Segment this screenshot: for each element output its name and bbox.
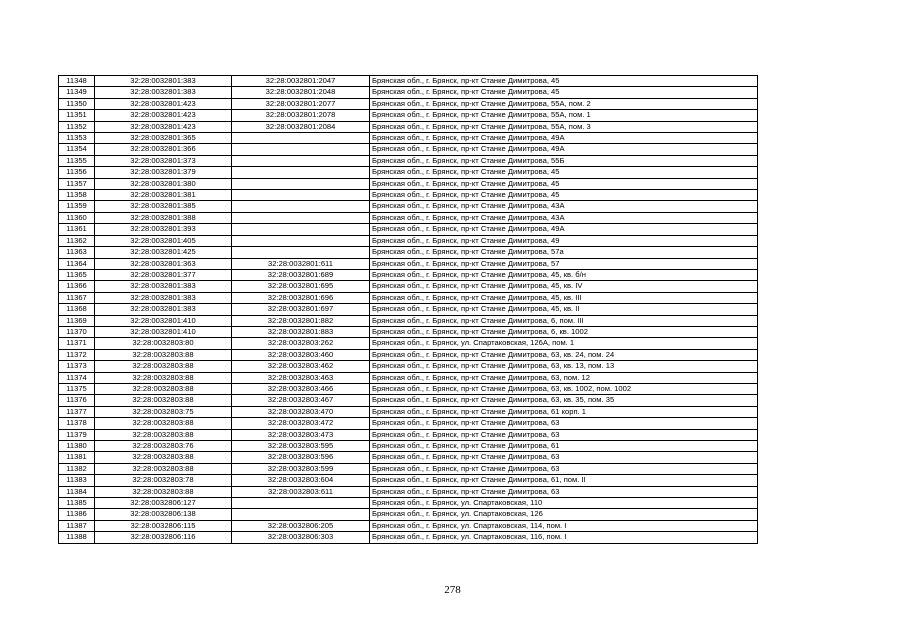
address-cell: Брянская обл., г. Брянск, пр-кт Станке Димитрова, 45, кв. III bbox=[370, 292, 758, 303]
row-number-cell: 11381 bbox=[59, 452, 95, 463]
cadastral-number-cell: 32:28:0032803:75 bbox=[95, 406, 232, 417]
address-cell: Брянская обл., г. Брянск, пр-кт Станке Димитрова, 45 bbox=[370, 178, 758, 189]
address-cell: Брянская обл., г. Брянск, пр-кт Станке Димитрова, 6, пом. III bbox=[370, 315, 758, 326]
row-number-cell: 11382 bbox=[59, 463, 95, 474]
table-row bbox=[59, 258, 758, 269]
row-number-cell: 11358 bbox=[59, 190, 95, 201]
cadastral-number-cell: 32:28:0032803:88 bbox=[95, 372, 232, 383]
building-number-cell: 32:28:0032801:2084 bbox=[232, 121, 370, 132]
row-number-cell: 11355 bbox=[59, 155, 95, 166]
building-number-cell: 32:28:0032801:696 bbox=[232, 292, 370, 303]
cadastral-number-cell: 32:28:0032801:423 bbox=[95, 121, 232, 132]
table-row bbox=[59, 475, 758, 486]
address-cell: Брянская обл., г. Брянск, пр-кт Станке Димитрова, 63, кв. 24, пом. 24 bbox=[370, 349, 758, 360]
building-number-cell: 32:28:0032803:462 bbox=[232, 361, 370, 372]
building-number-cell: 32:28:0032801:2077 bbox=[232, 98, 370, 109]
row-number-cell: 11371 bbox=[59, 338, 95, 349]
cadastral-number-cell: 32:28:0032806:138 bbox=[95, 509, 232, 520]
table-row bbox=[59, 406, 758, 417]
address-cell: Брянская обл., г. Брянск, ул. Спартаковская, 116, пом. I bbox=[370, 532, 758, 543]
cadastral-number-cell: 32:28:0032803:76 bbox=[95, 441, 232, 452]
address-cell: Брянская обл., г. Брянск, пр-кт Станке Димитрова, 45 bbox=[370, 76, 758, 87]
cadastral-number-cell: 32:28:0032801:410 bbox=[95, 315, 232, 326]
table-row bbox=[59, 247, 758, 258]
building-number-cell: 32:28:0032801:611 bbox=[232, 258, 370, 269]
building-number-cell bbox=[232, 235, 370, 246]
address-cell: Брянская обл., г. Брянск, пр-кт Станке Димитрова, 61 bbox=[370, 441, 758, 452]
table-row bbox=[59, 509, 758, 520]
address-cell: Брянская обл., г. Брянск, пр-кт Станке Димитрова, 43А bbox=[370, 201, 758, 212]
table-row bbox=[59, 167, 758, 178]
table-row bbox=[59, 418, 758, 429]
row-number-cell: 11351 bbox=[59, 110, 95, 121]
address-cell: Брянская обл., г. Брянск, пр-кт Станке Димитрова, 45 bbox=[370, 167, 758, 178]
table-row bbox=[59, 235, 758, 246]
table-row bbox=[59, 292, 758, 303]
row-number-cell: 11354 bbox=[59, 144, 95, 155]
cadastral-number-cell: 32:28:0032801:423 bbox=[95, 98, 232, 109]
building-number-cell: 32:28:0032803:262 bbox=[232, 338, 370, 349]
building-number-cell: 32:28:0032803:473 bbox=[232, 429, 370, 440]
address-cell: Брянская обл., г. Брянск, ул. Спартаковская, 110 bbox=[370, 498, 758, 509]
address-cell: Брянская обл., г. Брянск, пр-кт Станке Димитрова, 55А, пом. 1 bbox=[370, 110, 758, 121]
table-row bbox=[59, 87, 758, 98]
cadastral-number-cell: 32:28:0032801:366 bbox=[95, 144, 232, 155]
building-number-cell: 32:28:0032803:463 bbox=[232, 372, 370, 383]
building-number-cell: 32:28:0032803:599 bbox=[232, 463, 370, 474]
row-number-cell: 11383 bbox=[59, 475, 95, 486]
cadastral-number-cell: 32:28:0032801:383 bbox=[95, 87, 232, 98]
address-cell: Брянская обл., г. Брянск, пр-кт Станке Димитрова, 63, пом. 12 bbox=[370, 372, 758, 383]
cadastral-number-cell: 32:28:0032803:88 bbox=[95, 418, 232, 429]
row-number-cell: 11377 bbox=[59, 406, 95, 417]
table-row bbox=[59, 224, 758, 235]
building-number-cell: 32:28:0032801:697 bbox=[232, 304, 370, 315]
address-cell: Брянская обл., г. Брянск, ул. Спартаковская, 114, пом. I bbox=[370, 520, 758, 531]
building-number-cell: 32:28:0032806:205 bbox=[232, 520, 370, 531]
row-number-cell: 11387 bbox=[59, 520, 95, 531]
cadastral-number-cell: 32:28:0032801:377 bbox=[95, 269, 232, 280]
table-row bbox=[59, 144, 758, 155]
row-number-cell: 11385 bbox=[59, 498, 95, 509]
cadastral-number-cell: 32:28:0032801:373 bbox=[95, 155, 232, 166]
address-cell: Брянская обл., г. Брянск, пр-кт Станке Димитрова, 63, кв. 13, пом. 13 bbox=[370, 361, 758, 372]
building-number-cell bbox=[232, 167, 370, 178]
address-cell: Брянская обл., г. Брянск, пр-кт Станке Димитрова, 61 корп. 1 bbox=[370, 406, 758, 417]
row-number-cell: 11380 bbox=[59, 441, 95, 452]
table-row bbox=[59, 486, 758, 497]
registry-table bbox=[58, 75, 758, 544]
building-number-cell: 32:28:0032803:595 bbox=[232, 441, 370, 452]
row-number-cell: 11363 bbox=[59, 247, 95, 258]
row-number-cell: 11368 bbox=[59, 304, 95, 315]
table-row bbox=[59, 315, 758, 326]
cadastral-number-cell: 32:28:0032801:393 bbox=[95, 224, 232, 235]
building-number-cell: 32:28:0032803:466 bbox=[232, 383, 370, 394]
building-number-cell bbox=[232, 178, 370, 189]
cadastral-number-cell: 32:28:0032801:405 bbox=[95, 235, 232, 246]
table-row bbox=[59, 498, 758, 509]
address-cell: Брянская обл., г. Брянск, пр-кт Станке Димитрова, 43А bbox=[370, 212, 758, 223]
cadastral-number-cell: 32:28:0032803:88 bbox=[95, 349, 232, 360]
building-number-cell: 32:28:0032803:604 bbox=[232, 475, 370, 486]
building-number-cell bbox=[232, 212, 370, 223]
cadastral-number-cell: 32:28:0032803:88 bbox=[95, 452, 232, 463]
row-number-cell: 11365 bbox=[59, 269, 95, 280]
row-number-cell: 11364 bbox=[59, 258, 95, 269]
cadastral-number-cell: 32:28:0032801:383 bbox=[95, 281, 232, 292]
cadastral-number-cell: 32:28:0032801:383 bbox=[95, 304, 232, 315]
table-row bbox=[59, 281, 758, 292]
address-cell: Брянская обл., г. Брянск, пр-кт Станке Димитрова, 49А bbox=[370, 144, 758, 155]
building-number-cell: 32:28:0032801:689 bbox=[232, 269, 370, 280]
address-cell: Брянская обл., г. Брянск, пр-кт Станке Димитрова, 63 bbox=[370, 463, 758, 474]
row-number-cell: 11386 bbox=[59, 509, 95, 520]
building-number-cell: 32:28:0032801:2078 bbox=[232, 110, 370, 121]
table-row bbox=[59, 338, 758, 349]
building-number-cell: 32:28:0032801:883 bbox=[232, 326, 370, 337]
building-number-cell: 32:28:0032803:470 bbox=[232, 406, 370, 417]
row-number-cell: 11362 bbox=[59, 235, 95, 246]
table-row bbox=[59, 155, 758, 166]
cadastral-number-cell: 32:28:0032803:88 bbox=[95, 429, 232, 440]
address-cell: Брянская обл., г. Брянск, пр-кт Станке Димитрова, 49А bbox=[370, 133, 758, 144]
table-row bbox=[59, 304, 758, 315]
cadastral-number-cell: 32:28:0032801:381 bbox=[95, 190, 232, 201]
row-number-cell: 11388 bbox=[59, 532, 95, 543]
address-cell: Брянская обл., г. Брянск, пр-кт Станке Димитрова, 63 bbox=[370, 452, 758, 463]
address-cell: Брянская обл., г. Брянск, пр-кт Станке Димитрова, 63 bbox=[370, 429, 758, 440]
table-row bbox=[59, 269, 758, 280]
address-cell: Брянская обл., г. Брянск, пр-кт Станке Димитрова, 55А, пом. 3 bbox=[370, 121, 758, 132]
table-row bbox=[59, 133, 758, 144]
cadastral-number-cell: 32:28:0032801:383 bbox=[95, 76, 232, 87]
address-cell: Брянская обл., г. Брянск, пр-кт Станке Димитрова, 45, кв. II bbox=[370, 304, 758, 315]
building-number-cell bbox=[232, 144, 370, 155]
building-number-cell bbox=[232, 201, 370, 212]
cadastral-number-cell: 32:28:0032803:88 bbox=[95, 463, 232, 474]
cadastral-number-cell: 32:28:0032801:383 bbox=[95, 292, 232, 303]
address-cell: Брянская обл., г. Брянск, пр-кт Станке Димитрова, 57 bbox=[370, 258, 758, 269]
row-number-cell: 11356 bbox=[59, 167, 95, 178]
building-number-cell: 32:28:0032803:467 bbox=[232, 395, 370, 406]
row-number-cell: 11360 bbox=[59, 212, 95, 223]
cadastral-number-cell: 32:28:0032801:425 bbox=[95, 247, 232, 258]
table-row bbox=[59, 383, 758, 394]
building-number-cell: 32:28:0032801:2048 bbox=[232, 87, 370, 98]
address-cell: Брянская обл., г. Брянск, пр-кт Станке Димитрова, 63, кв. 35, пом. 35 bbox=[370, 395, 758, 406]
cadastral-number-cell: 32:28:0032803:88 bbox=[95, 395, 232, 406]
cadastral-number-cell: 32:28:0032806:127 bbox=[95, 498, 232, 509]
cadastral-number-cell: 32:28:0032801:363 bbox=[95, 258, 232, 269]
table-row bbox=[59, 121, 758, 132]
building-number-cell bbox=[232, 190, 370, 201]
building-number-cell: 32:28:0032801:882 bbox=[232, 315, 370, 326]
cadastral-number-cell: 32:28:0032803:88 bbox=[95, 361, 232, 372]
cadastral-number-cell: 32:28:0032801:423 bbox=[95, 110, 232, 121]
address-cell: Брянская обл., г. Брянск, пр-кт Станке Димитрова, 55А, пом. 2 bbox=[370, 98, 758, 109]
row-number-cell: 11352 bbox=[59, 121, 95, 132]
address-cell: Брянская обл., г. Брянск, пр-кт Станке Димитрова, 45 bbox=[370, 87, 758, 98]
address-cell: Брянская обл., г. Брянск, ул. Спартаковская, 126 bbox=[370, 509, 758, 520]
cadastral-number-cell: 32:28:0032801:365 bbox=[95, 133, 232, 144]
row-number-cell: 11378 bbox=[59, 418, 95, 429]
table-row bbox=[59, 361, 758, 372]
registry-table-body bbox=[59, 76, 758, 544]
table-row bbox=[59, 190, 758, 201]
table-row bbox=[59, 110, 758, 121]
address-cell: Брянская обл., г. Брянск, пр-кт Станке Димитрова, 55Б bbox=[370, 155, 758, 166]
address-cell: Брянская обл., г. Брянск, пр-кт Станке Димитрова, 49А bbox=[370, 224, 758, 235]
table-row bbox=[59, 463, 758, 474]
address-cell: Брянская обл., г. Брянск, пр-кт Станке Димитрова, 57а bbox=[370, 247, 758, 258]
row-number-cell: 11373 bbox=[59, 361, 95, 372]
table-row bbox=[59, 395, 758, 406]
address-cell: Брянская обл., г. Брянск, пр-кт Станке Димитрова, 49 bbox=[370, 235, 758, 246]
cadastral-number-cell: 32:28:0032803:88 bbox=[95, 383, 232, 394]
building-number-cell: 32:28:0032801:2047 bbox=[232, 76, 370, 87]
building-number-cell bbox=[232, 498, 370, 509]
table-row bbox=[59, 212, 758, 223]
address-cell: Брянская обл., г. Брянск, пр-кт Станке Димитрова, 45 bbox=[370, 190, 758, 201]
building-number-cell bbox=[232, 224, 370, 235]
address-cell: Брянская обл., г. Брянск, пр-кт Станке Димитрова, 61, пом. II bbox=[370, 475, 758, 486]
row-number-cell: 11366 bbox=[59, 281, 95, 292]
table-row bbox=[59, 76, 758, 87]
building-number-cell: 32:28:0032803:460 bbox=[232, 349, 370, 360]
address-cell: Брянская обл., г. Брянск, пр-кт Станке Димитрова, 63 bbox=[370, 486, 758, 497]
building-number-cell: 32:28:0032803:611 bbox=[232, 486, 370, 497]
building-number-cell: 32:28:0032803:596 bbox=[232, 452, 370, 463]
address-cell: Брянская обл., г. Брянск, пр-кт Станке Димитрова, 63, кв. 1002, пом. 1002 bbox=[370, 383, 758, 394]
table-row bbox=[59, 441, 758, 452]
table-row bbox=[59, 532, 758, 543]
cadastral-number-cell: 32:28:0032801:379 bbox=[95, 167, 232, 178]
page-number: 278 bbox=[444, 584, 461, 596]
building-number-cell bbox=[232, 247, 370, 258]
cadastral-number-cell: 32:28:0032806:115 bbox=[95, 520, 232, 531]
row-number-cell: 11370 bbox=[59, 326, 95, 337]
cadastral-number-cell: 32:28:0032803:78 bbox=[95, 475, 232, 486]
address-cell: Брянская обл., г. Брянск, ул. Спартаковская, 126А, пом. 1 bbox=[370, 338, 758, 349]
cadastral-number-cell: 32:28:0032803:80 bbox=[95, 338, 232, 349]
row-number-cell: 11379 bbox=[59, 429, 95, 440]
table-row bbox=[59, 429, 758, 440]
row-number-cell: 11374 bbox=[59, 372, 95, 383]
row-number-cell: 11357 bbox=[59, 178, 95, 189]
cadastral-number-cell: 32:28:0032801:380 bbox=[95, 178, 232, 189]
cadastral-number-cell: 32:28:0032801:388 bbox=[95, 212, 232, 223]
table-row bbox=[59, 326, 758, 337]
row-number-cell: 11372 bbox=[59, 349, 95, 360]
table-row bbox=[59, 520, 758, 531]
building-number-cell: 32:28:0032801:695 bbox=[232, 281, 370, 292]
row-number-cell: 11369 bbox=[59, 315, 95, 326]
cadastral-number-cell: 32:28:0032801:410 bbox=[95, 326, 232, 337]
address-cell: Брянская обл., г. Брянск, пр-кт Станке Димитрова, 45, кв. б/н bbox=[370, 269, 758, 280]
table-row bbox=[59, 372, 758, 383]
cadastral-number-cell: 32:28:0032803:88 bbox=[95, 486, 232, 497]
cadastral-number-cell: 32:28:0032801:385 bbox=[95, 201, 232, 212]
row-number-cell: 11375 bbox=[59, 383, 95, 394]
row-number-cell: 11353 bbox=[59, 133, 95, 144]
table-row bbox=[59, 452, 758, 463]
table-row bbox=[59, 98, 758, 109]
row-number-cell: 11359 bbox=[59, 201, 95, 212]
building-number-cell: 32:28:0032803:472 bbox=[232, 418, 370, 429]
address-cell: Брянская обл., г. Брянск, пр-кт Станке Димитрова, 63 bbox=[370, 418, 758, 429]
row-number-cell: 11361 bbox=[59, 224, 95, 235]
row-number-cell: 11349 bbox=[59, 87, 95, 98]
building-number-cell bbox=[232, 509, 370, 520]
address-cell: Брянская обл., г. Брянск, пр-кт Станке Димитрова, 45, кв. IV bbox=[370, 281, 758, 292]
building-number-cell bbox=[232, 133, 370, 144]
row-number-cell: 11376 bbox=[59, 395, 95, 406]
row-number-cell: 11384 bbox=[59, 486, 95, 497]
building-number-cell bbox=[232, 155, 370, 166]
row-number-cell: 11367 bbox=[59, 292, 95, 303]
table-row bbox=[59, 201, 758, 212]
table-row bbox=[59, 178, 758, 189]
row-number-cell: 11350 bbox=[59, 98, 95, 109]
row-number-cell: 11348 bbox=[59, 76, 95, 87]
address-cell: Брянская обл., г. Брянск, пр-кт Станке Димитрова, 6, кв. 1002 bbox=[370, 326, 758, 337]
building-number-cell: 32:28:0032806:303 bbox=[232, 532, 370, 543]
cadastral-number-cell: 32:28:0032806:116 bbox=[95, 532, 232, 543]
table-row bbox=[59, 349, 758, 360]
